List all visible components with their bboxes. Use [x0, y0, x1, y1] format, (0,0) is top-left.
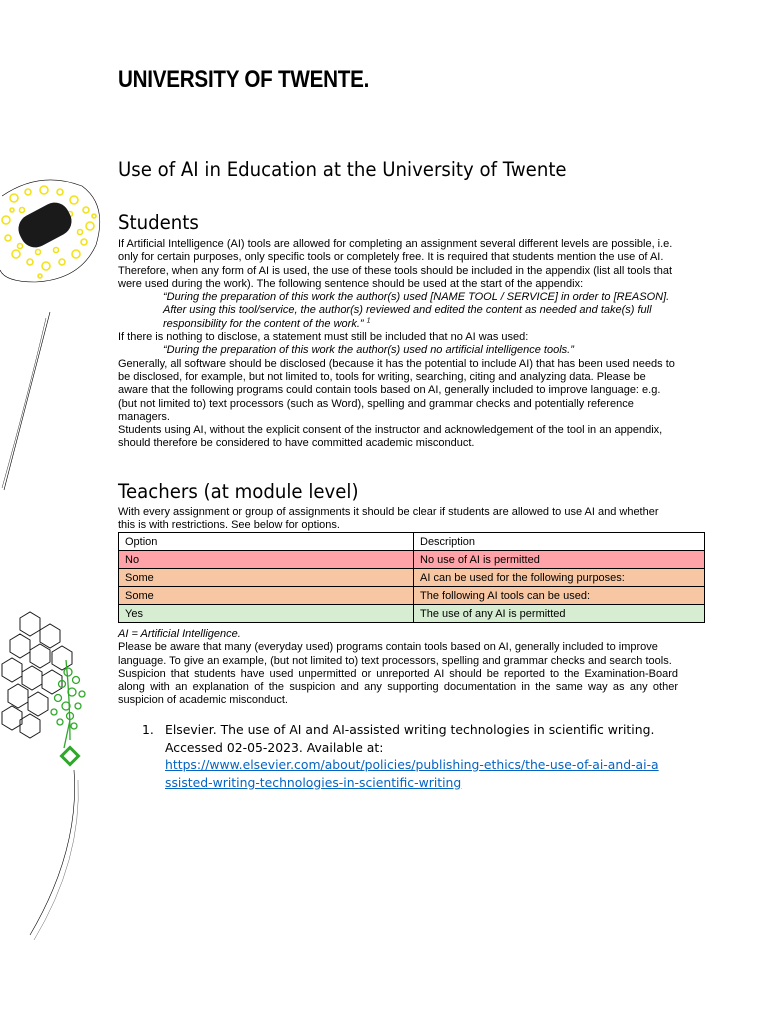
- option-cell: Some: [119, 587, 414, 605]
- ai-definition: AI = Artificial Intelligence.: [118, 628, 241, 640]
- table-header-row: [119, 533, 705, 551]
- curve-line-icon: [4, 312, 50, 490]
- decorative-artwork: [0, 0, 110, 1024]
- reference-item: [142, 721, 662, 791]
- reference-number: 1.: [142, 722, 154, 737]
- description-cell: No use of AI is permitted: [414, 551, 705, 569]
- description-cell: The following AI tools can be used:: [414, 587, 705, 605]
- options-table: [118, 532, 705, 623]
- disclosure-quote: “During the preparation of this work the author(s) used [NAME TOOL / SERVICE] in order to [REASON]. After using this tool/service, the author(s) reviewed and edited the content as needed and take(s) full responsibility for the content of the work.” $^1$: [163, 291, 670, 330]
- students-heading: Students: [118, 211, 199, 234]
- software-paragraph: Generally, all software should be disclosed (because it has the potential to include AI) that has been used needs to be disclosed, for example, but not limited to, tools for writing, searching, citing and analyzing data. Please be aware that the following programs could contain tools based on AI, generally included to improve language: e.g. (but not limited to) text processors (such as Word), spelling and grammar checks and potentially reference managers.: [118, 357, 675, 423]
- option-cell: Some: [119, 569, 414, 587]
- teachers-notes: [118, 628, 678, 708]
- option-cell: No: [119, 551, 414, 569]
- table-row: [119, 605, 705, 623]
- green-diamond-icon: [62, 748, 79, 765]
- teachers-intro: With every assignment or group of assignments it should be clear if students are allowed to use AI and whether this is with restrictions. See below for options.: [118, 506, 659, 532]
- nothing-to-disclose-text: If there is nothing to disclose, a statement must still be included that no AI was used:: [118, 331, 529, 344]
- table-row: [119, 551, 705, 569]
- students-intro: If Artificial Intelligence (AI) tools are allowed for completing an assignment several different levels are possible, i.e. only for certain purposes, only specific tools or completely free. It is required that students mention the use of AI. Therefore, when any form of AI is used, the use of these tools should be included in the appendix (list all tools that were used during the work). The following sentence should be used at the start of the appendix:: [118, 238, 673, 290]
- reference-text: Elsevier. The use of AI and AI-assisted writing technologies in scientific writing. Accessed 02-05-2023. Available at:: [165, 722, 655, 755]
- document-title: Use of AI in Education at the University of Twente: [118, 158, 567, 181]
- description-cell: AI can be used for the following purposes:: [414, 569, 705, 587]
- footnote-marker: 1: [366, 317, 371, 325]
- table-row: [119, 587, 705, 605]
- university-logo: UNIVERSITY OF TWENTE.: [118, 66, 370, 93]
- description-cell: The use of any AI is permitted: [414, 605, 705, 623]
- suspicion-paragraph: Suspicion that students have used unpermitted or unreported AI should be reported to the Examination-Board along with an explanation of the suspicion and any supporting documentation in the same way as any other suspicion of academic misconduct.: [118, 667, 678, 707]
- misconduct-paragraph: Students using AI, without the explicit consent of the instructor and acknowledgement of the tool in an appendix, should therefore be considered to have committed academic misconduct.: [118, 424, 663, 450]
- green-vine-icon: [51, 660, 85, 748]
- students-section: [118, 238, 678, 451]
- table-row: [119, 569, 705, 587]
- no-ai-quote: “During the preparation of this work the author(s) used no artificial intelligence tools.”: [163, 344, 574, 357]
- table-header-option: Option: [119, 533, 414, 551]
- reference-link[interactable]: https://www.elsevier.com/about/policies/publishing-ethics/the-use-of-ai-and-ai-assisted-writing-technologies-in-scientific-writing: [165, 757, 659, 790]
- table-header-description: Description: [414, 533, 705, 551]
- teachers-heading: Teachers (at module level): [118, 480, 359, 503]
- programs-paragraph: Please be aware that many (everyday used) programs contain tools based on AI, generally included to improve language. To give an example, (but not limited to) text processors, spelling and grammar checks and search tools.: [118, 641, 672, 667]
- option-cell: Yes: [119, 605, 414, 623]
